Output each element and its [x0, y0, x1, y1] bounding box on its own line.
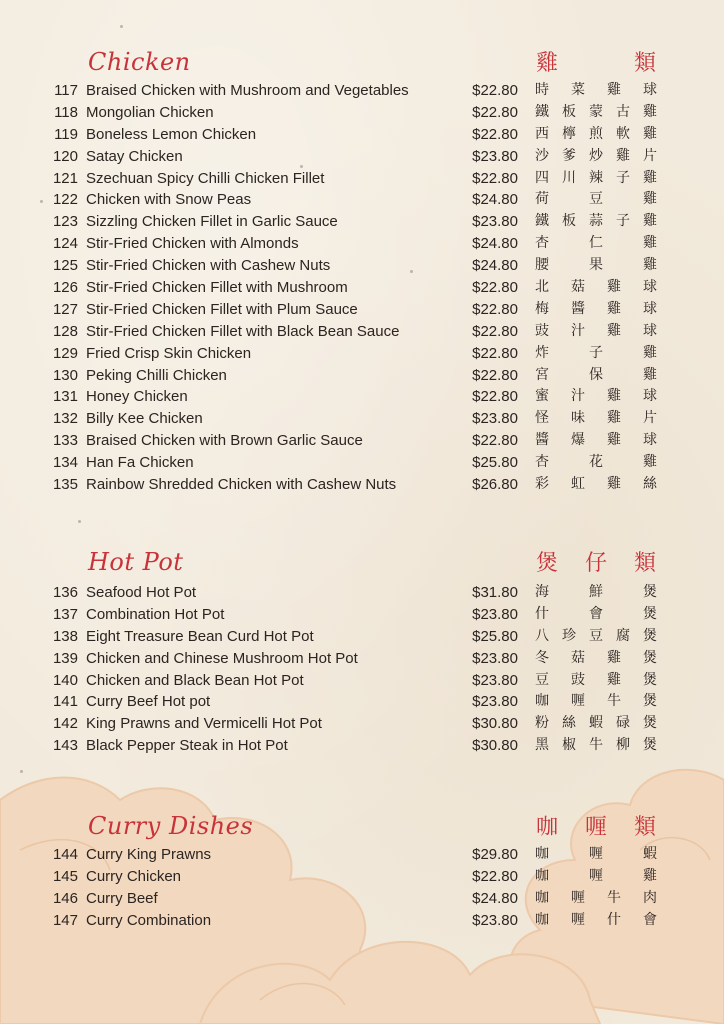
item-number: 120 [52, 147, 78, 165]
menu-item [0, 910, 724, 932]
title-char: 類 [633, 51, 656, 76]
item-price: $22.80 [472, 344, 518, 362]
chinese-char: 喱 [589, 846, 603, 862]
menu-item [0, 321, 724, 343]
item-number: 128 [52, 322, 78, 340]
item-chinese-name [535, 888, 657, 910]
chinese-char: 雞 [643, 257, 657, 274]
chinese-char: 味 [571, 410, 585, 427]
chinese-char: 子 [616, 169, 630, 186]
chinese-char: 會 [589, 605, 603, 622]
chinese-char: 豉 [571, 671, 585, 688]
chinese-char: 柳 [616, 737, 630, 754]
chinese-char: 炸 [535, 344, 549, 361]
item-name: Braised Chicken with Mushroom and Vegetables [86, 82, 409, 99]
menu-item [0, 211, 724, 233]
item-name: Eight Treasure Bean Curd Hot Pot [86, 627, 314, 645]
chinese-char: 煎 [589, 125, 603, 142]
item-number: 147 [52, 911, 78, 929]
item-number: 129 [52, 344, 78, 362]
item-name: Curry Beef [86, 889, 158, 907]
chinese-char: 咖 [535, 889, 549, 906]
item-price: $23.80 [472, 911, 518, 929]
item-price: $23.80 [472, 213, 518, 231]
menu-item [0, 888, 724, 910]
chinese-char: 什 [607, 911, 621, 928]
menu-item [0, 626, 724, 648]
item-name: Chicken and Black Bean Hot Pot [86, 671, 304, 689]
title-char: 仔 [584, 551, 607, 576]
item-price: $22.80 [472, 279, 518, 297]
chinese-char: 西 [535, 125, 549, 142]
item-number: 146 [52, 889, 78, 907]
menu-item [0, 670, 724, 692]
item-chinese-name [535, 255, 657, 277]
item-number: 118 [54, 103, 78, 121]
chinese-char: 菇 [571, 279, 585, 296]
chinese-char: 粉 [535, 715, 549, 732]
item-number: 132 [52, 410, 78, 428]
chinese-char: 雞 [607, 476, 621, 493]
chinese-char: 雞 [607, 410, 621, 427]
chinese-char: 豆 [535, 671, 549, 688]
item-price: $24.80 [472, 257, 518, 275]
menu-item [0, 255, 724, 277]
chinese-char: 炒 [589, 147, 603, 164]
chinese-char: 蜜 [535, 388, 549, 405]
chinese-char: 杏 [535, 454, 549, 471]
item-price: $24.80 [472, 235, 518, 253]
chinese-char: 球 [643, 322, 657, 339]
chinese-char: 什 [535, 605, 549, 622]
chinese-char: 保 [589, 366, 603, 383]
chinese-char: 雞 [643, 366, 657, 383]
item-price: $23.80 [472, 410, 518, 428]
section-title: Curry Dishes [88, 812, 254, 840]
chinese-char: 牛 [607, 693, 621, 710]
item-number: 125 [52, 257, 78, 275]
item-name: King Prawns and Vermicelli Hot Pot [86, 715, 322, 733]
item-number: 133 [52, 432, 78, 450]
item-number: 117 [54, 82, 78, 99]
chinese-char: 雞 [643, 103, 657, 120]
chinese-char: 咖 [535, 846, 549, 862]
chinese-char: 虹 [571, 476, 585, 493]
item-name: Curry Chicken [86, 867, 182, 885]
item-chinese-name [535, 277, 657, 299]
item-name: Satay Chicken [86, 147, 183, 165]
item-price: $24.80 [472, 889, 518, 907]
chinese-char: 鐵 [535, 103, 549, 120]
chinese-char: 雞 [643, 235, 657, 252]
menu-item [0, 80, 724, 102]
item-name: Boneless Lemon Chicken [86, 125, 257, 143]
menu-item [0, 299, 724, 321]
item-name: Curry King Prawns [86, 846, 212, 863]
menu-list [0, 844, 724, 932]
chinese-char: 咖 [535, 867, 549, 884]
chinese-char: 彩 [535, 476, 549, 493]
chinese-char: 軟 [616, 125, 630, 142]
chinese-char: 腰 [535, 257, 549, 274]
item-number: 143 [52, 737, 78, 755]
item-name: Stir-Fried Chicken Fillet with Mushroom [86, 279, 348, 297]
item-price: $30.80 [472, 737, 518, 755]
item-number: 126 [52, 279, 78, 297]
item-number: 123 [52, 213, 78, 231]
chinese-char: 牛 [607, 889, 621, 906]
item-name: Curry Beef Hot pot [86, 693, 211, 711]
menu-list [0, 582, 724, 757]
menu-item [0, 866, 724, 888]
chinese-char: 醬 [571, 300, 585, 317]
item-price: $23.80 [472, 649, 518, 667]
item-price: $25.80 [472, 454, 518, 472]
chinese-char: 沙 [535, 147, 549, 164]
chinese-char: 汁 [571, 322, 585, 339]
chinese-char: 椒 [562, 737, 576, 754]
item-chinese-name [535, 604, 657, 626]
item-chinese-name [535, 168, 657, 190]
item-number: 130 [52, 366, 78, 384]
paper-speck [20, 770, 23, 773]
item-name: Combination Hot Pot [86, 605, 225, 623]
chinese-char: 鐵 [535, 213, 549, 230]
paper-speck [78, 520, 81, 523]
item-chinese-name [535, 408, 657, 430]
chinese-char: 古 [616, 103, 630, 120]
item-price: $29.80 [472, 846, 518, 863]
menu-item [0, 233, 724, 255]
chinese-char: 檸 [562, 125, 576, 142]
chinese-char: 宮 [535, 366, 549, 383]
chinese-char: 球 [643, 388, 657, 405]
menu-item [0, 713, 724, 735]
chinese-char: 板 [562, 213, 576, 230]
item-number: 139 [52, 649, 78, 667]
chinese-char: 八 [535, 627, 549, 644]
item-price: $22.80 [472, 432, 518, 450]
item-number: 121 [52, 169, 78, 187]
menu-item [0, 365, 724, 387]
chinese-char: 怪 [535, 410, 549, 427]
section-title: Hot Pot [88, 548, 184, 576]
chinese-char: 時 [535, 82, 549, 98]
chinese-char: 仁 [589, 235, 603, 252]
item-name: Stir-Fried Chicken with Almonds [86, 235, 299, 253]
chinese-char: 煲 [643, 605, 657, 622]
chinese-char: 珍 [562, 627, 576, 644]
item-chinese-name [535, 343, 657, 365]
item-chinese-name [535, 189, 657, 211]
chinese-char: 煲 [643, 627, 657, 644]
item-chinese-name [535, 844, 657, 866]
item-chinese-name [535, 102, 657, 124]
item-name: Stir-Fried Chicken with Cashew Nuts [86, 257, 331, 275]
title-char: 雞 [536, 51, 559, 76]
item-number: 122 [52, 191, 78, 209]
menu-item [0, 648, 724, 670]
item-name: Peking Chilli Chicken [86, 366, 227, 384]
item-chinese-name [535, 299, 657, 321]
chinese-char: 雞 [607, 300, 621, 317]
item-price: $22.80 [472, 366, 518, 384]
item-name: Szechuan Spicy Chilli Chicken Fillet [86, 169, 325, 187]
item-name: Stir-Fried Chicken Fillet with Plum Sauce [86, 300, 358, 318]
item-price: $30.80 [472, 715, 518, 733]
chinese-char: 煲 [643, 715, 657, 732]
item-chinese-name [535, 910, 657, 932]
chinese-char: 蝦 [643, 846, 657, 862]
menu-item [0, 452, 724, 474]
section-title-chinese [536, 46, 656, 77]
chinese-char: 鮮 [589, 584, 603, 600]
menu-item [0, 102, 724, 124]
title-char: 煲 [536, 551, 559, 576]
title-char: 咖 [536, 815, 559, 840]
chinese-char: 四 [535, 169, 549, 186]
chinese-char: 咖 [535, 693, 549, 710]
chinese-char: 肉 [643, 889, 657, 906]
menu-item [0, 189, 724, 211]
item-price: $23.80 [472, 671, 518, 689]
chinese-char: 果 [589, 257, 603, 274]
menu-item [0, 844, 724, 866]
item-price: $22.80 [472, 125, 518, 143]
chinese-char: 雞 [643, 454, 657, 471]
chinese-char: 蒜 [589, 213, 603, 230]
item-number: 119 [54, 125, 78, 143]
item-number: 134 [52, 454, 78, 472]
chinese-char: 喱 [571, 911, 585, 928]
chinese-char: 板 [562, 103, 576, 120]
menu-item [0, 386, 724, 408]
item-price: $23.80 [472, 605, 518, 623]
chinese-char: 煲 [643, 737, 657, 754]
item-name: Mongolian Chicken [86, 103, 214, 121]
chinese-char: 雞 [643, 169, 657, 186]
item-chinese-name [535, 648, 657, 670]
menu-item [0, 408, 724, 430]
menu-item [0, 343, 724, 365]
item-chinese-name [535, 386, 657, 408]
item-chinese-name [535, 474, 657, 496]
chinese-char: 雞 [607, 322, 621, 339]
menu-item [0, 124, 724, 146]
item-name: Stir-Fried Chicken Fillet with Black Bean Sauce [86, 322, 400, 340]
item-price: $24.80 [472, 191, 518, 209]
item-price: $31.80 [472, 584, 518, 601]
item-price: $22.80 [472, 867, 518, 885]
chinese-char: 雞 [616, 147, 630, 164]
item-number: 138 [52, 627, 78, 645]
chinese-char: 咖 [535, 911, 549, 928]
item-chinese-name [535, 430, 657, 452]
chinese-char: 碌 [616, 715, 630, 732]
chinese-char: 雞 [643, 867, 657, 884]
paper-speck [120, 25, 123, 28]
chinese-char: 子 [616, 213, 630, 230]
item-name: Fried Crisp Skin Chicken [86, 344, 252, 362]
menu-item [0, 604, 724, 626]
chinese-char: 醬 [535, 432, 549, 449]
chinese-char: 爹 [562, 147, 576, 164]
section-title: Chicken [88, 48, 191, 76]
chinese-char: 子 [589, 344, 603, 361]
chinese-char: 雞 [643, 213, 657, 230]
chinese-char: 球 [643, 279, 657, 296]
item-number: 145 [52, 867, 78, 885]
chinese-char: 花 [589, 454, 603, 471]
menu-list [0, 80, 724, 496]
item-chinese-name [535, 124, 657, 146]
item-chinese-name [535, 582, 657, 604]
item-number: 136 [52, 584, 78, 601]
item-chinese-name [535, 670, 657, 692]
item-name: Chicken with Snow Peas [86, 191, 252, 209]
chinese-char: 北 [535, 279, 549, 296]
chinese-char: 荷 [535, 191, 549, 208]
chinese-char: 喱 [589, 867, 603, 884]
item-price: $22.80 [472, 82, 518, 99]
title-char: 類 [633, 815, 656, 840]
item-name: Chicken and Chinese Mushroom Hot Pot [86, 649, 358, 667]
chinese-char: 豆 [589, 627, 603, 644]
item-number: 144 [52, 846, 78, 863]
item-chinese-name [535, 211, 657, 233]
chinese-char: 球 [643, 432, 657, 449]
chinese-char: 絲 [643, 476, 657, 493]
item-chinese-name [535, 866, 657, 888]
title-char: 類 [633, 551, 656, 576]
item-chinese-name [535, 452, 657, 474]
section-title-chinese [536, 546, 656, 577]
chinese-char: 豉 [535, 322, 549, 339]
item-price: $22.80 [472, 169, 518, 187]
chinese-char: 雞 [643, 125, 657, 142]
item-name: Billy Kee Chicken [86, 410, 203, 428]
chinese-char: 豆 [589, 191, 603, 208]
item-chinese-name [535, 735, 657, 757]
chinese-char: 球 [643, 300, 657, 317]
item-name: Braised Chicken with Brown Garlic Sauce [86, 432, 363, 450]
item-chinese-name [535, 626, 657, 648]
item-chinese-name [535, 80, 657, 102]
chinese-char: 煲 [643, 649, 657, 666]
item-price: $22.80 [472, 300, 518, 318]
item-price: $23.80 [472, 147, 518, 165]
item-name: Black Pepper Steak in Hot Pot [86, 737, 288, 755]
item-number: 137 [52, 605, 78, 623]
chinese-char: 絲 [562, 715, 576, 732]
item-number: 141 [52, 693, 78, 711]
menu-item [0, 735, 724, 757]
item-chinese-name [535, 321, 657, 343]
item-name: Curry Combination [86, 911, 212, 929]
item-price: $26.80 [472, 476, 518, 494]
menu-item [0, 277, 724, 299]
chinese-char: 會 [643, 911, 657, 928]
chinese-char: 雞 [643, 344, 657, 361]
chinese-char: 黑 [535, 737, 549, 754]
item-price: $25.80 [472, 627, 518, 645]
chinese-char: 蒙 [589, 103, 603, 120]
item-chinese-name [535, 365, 657, 387]
chinese-char: 雞 [607, 388, 621, 405]
chinese-char: 辣 [589, 169, 603, 186]
chinese-char: 球 [643, 82, 657, 98]
item-number: 131 [52, 388, 78, 406]
item-number: 140 [52, 671, 78, 689]
item-name: Seafood Hot Pot [86, 584, 197, 601]
item-name: Han Fa Chicken [86, 454, 194, 472]
menu-item [0, 168, 724, 190]
menu-item [0, 474, 724, 496]
item-price: $22.80 [472, 103, 518, 121]
chinese-char: 爆 [571, 432, 585, 449]
chinese-char: 杏 [535, 235, 549, 252]
chinese-char: 梅 [535, 300, 549, 317]
chinese-char: 煲 [643, 693, 657, 710]
item-chinese-name [535, 713, 657, 735]
chinese-char: 川 [562, 169, 576, 186]
item-number: 124 [52, 235, 78, 253]
item-name: Sizzling Chicken Fillet in Garlic Sauce [86, 213, 338, 231]
chinese-char: 汁 [571, 388, 585, 405]
item-number: 135 [52, 476, 78, 494]
chinese-char: 煲 [643, 671, 657, 688]
menu-item [0, 691, 724, 713]
section-title-chinese [536, 810, 656, 841]
item-price: $22.80 [472, 388, 518, 406]
item-price: $23.80 [472, 693, 518, 711]
item-chinese-name [535, 691, 657, 713]
item-name: Rainbow Shredded Chicken with Cashew Nuts [86, 476, 397, 494]
chinese-char: 海 [535, 584, 549, 600]
chinese-char: 雞 [643, 191, 657, 208]
chinese-char: 冬 [535, 649, 549, 666]
item-price: $22.80 [472, 322, 518, 340]
item-chinese-name [535, 146, 657, 168]
chinese-char: 菜 [571, 82, 585, 98]
chinese-char: 雞 [607, 432, 621, 449]
menu-item [0, 146, 724, 168]
item-number: 142 [52, 715, 78, 733]
chinese-char: 腐 [616, 627, 630, 644]
item-chinese-name [535, 233, 657, 255]
item-number: 127 [52, 300, 78, 318]
chinese-char: 片 [643, 147, 657, 164]
chinese-char: 雞 [607, 279, 621, 296]
chinese-char: 雞 [607, 671, 621, 688]
title-char: 喱 [584, 815, 607, 840]
chinese-char: 雞 [607, 649, 621, 666]
chinese-char: 喱 [571, 889, 585, 906]
chinese-char: 牛 [589, 737, 603, 754]
chinese-char: 蝦 [589, 715, 603, 732]
chinese-char: 菇 [571, 649, 585, 666]
item-name: Honey Chicken [86, 388, 188, 406]
chinese-char: 喱 [571, 693, 585, 710]
chinese-char: 雞 [607, 82, 621, 98]
chinese-char: 煲 [643, 584, 657, 600]
chinese-char: 片 [643, 410, 657, 427]
menu-item [0, 582, 724, 604]
menu-item [0, 430, 724, 452]
